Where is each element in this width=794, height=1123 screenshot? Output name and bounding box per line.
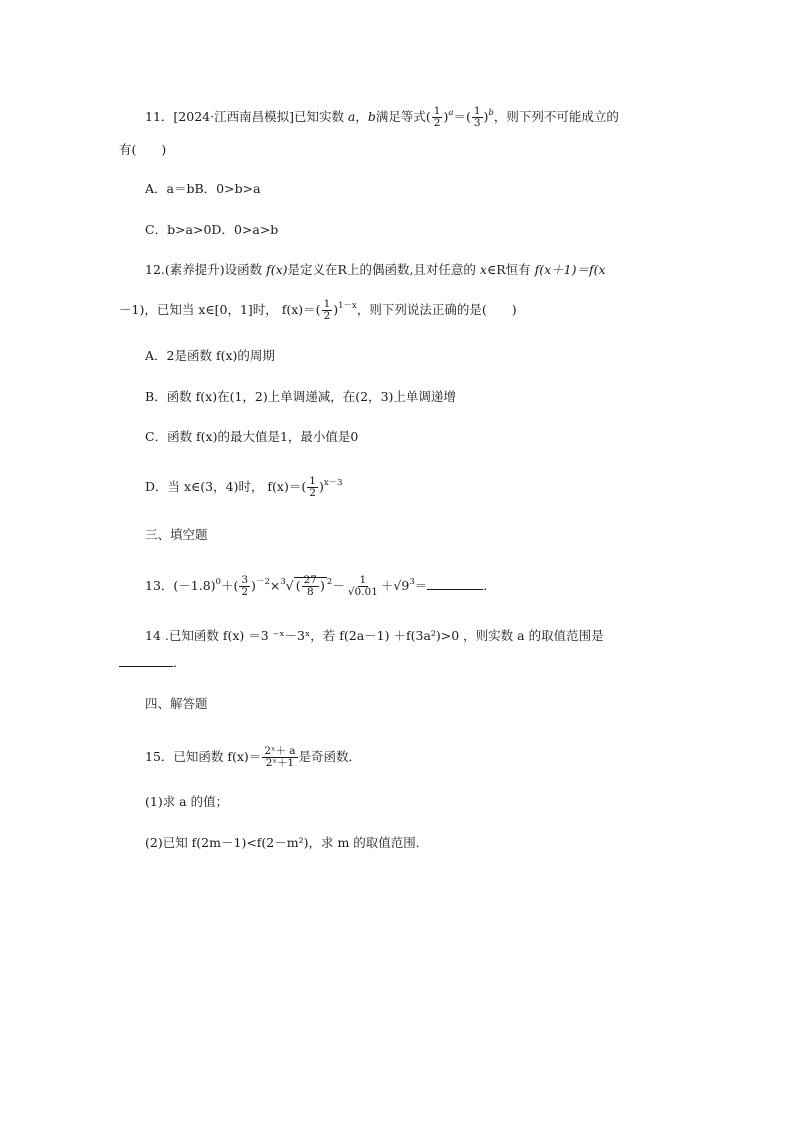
- q12-option-d-prefix: D．当 x∈(3，4)时， f(x)＝(: [145, 479, 307, 495]
- q15-frac-den: 2ˣ＋1: [265, 757, 295, 770]
- q12-line2-eq: f(x)＝(: [281, 302, 321, 318]
- q11-suffix: ，则下列不可能成立的: [493, 109, 619, 125]
- q12-line1-mid: 是定义在R上的偶函数,且对任意的: [287, 262, 480, 277]
- q13-answer-blank: [427, 589, 483, 590]
- q13-plus: ＋: [380, 578, 394, 594]
- q12-x: x: [479, 262, 487, 277]
- q13-exp2: 2: [326, 577, 333, 588]
- q11-exp-b: b: [488, 108, 494, 119]
- section-heading-fill-in: 三、填空题: [145, 527, 208, 542]
- q15-part2: (2)已知 f(2m－1)<f(2－m²)，求 m 的取值范围．: [145, 835, 429, 850]
- q13-paren-open: (: [295, 578, 301, 594]
- q13-part2: ＋(: [220, 578, 239, 594]
- q12-line2-mid: x∈[0，1]时，: [198, 302, 282, 318]
- q13-line: [145, 575, 496, 598]
- q12-option-c: C．函数 f(x)的最大值是1，最小值是0: [145, 429, 359, 444]
- q12-option-d-close: ): [318, 479, 324, 495]
- q12-close: ): [333, 302, 339, 318]
- q13-frac-3-2-num: 3: [241, 574, 249, 586]
- q15-frac-num: 2ˣ＋ a: [264, 745, 296, 757]
- q11-var-a: a: [347, 109, 356, 125]
- q11-line1: [145, 106, 619, 129]
- q15-prefix: 15．已知函数 f(x)＝: [145, 749, 262, 765]
- q12-line1: [145, 264, 606, 277]
- q11-line2: 有( ): [119, 142, 167, 157]
- q12-option-d-den: 2: [309, 487, 316, 500]
- q13-frac-3-2-den: 2: [241, 586, 249, 599]
- q13-frac-1-sqrt: [346, 575, 380, 598]
- q13-frac-27-8-den: 8: [306, 586, 314, 599]
- q11-frac-third-den: 3: [473, 117, 481, 130]
- q13-radicand: [294, 574, 327, 599]
- q14-answer-blank: [119, 666, 173, 667]
- q11-middle: 满足等式(: [375, 109, 431, 125]
- q13-root9: √9: [393, 578, 410, 594]
- q12-option-d-num: 1: [309, 475, 316, 487]
- q13-paren-close: ): [320, 578, 325, 594]
- q12-line2-end: ，则下列说法正确的是( ): [356, 302, 517, 318]
- q14-line1: 14 .已知函数 f(x) ＝3 ⁻ˣ－3ˣ，若 f(2a－1) ＋f(3a²)>0 ，则实数 a 的取值范围是: [145, 628, 604, 643]
- radical-icon: √: [285, 578, 294, 594]
- q11-frac-third-num: 1: [473, 105, 481, 117]
- q12-frac-num: 1: [323, 298, 331, 310]
- q12-option-a: A．2是函数 f(x)的周期: [145, 348, 275, 363]
- q13-part3: ): [251, 578, 256, 594]
- q13-minus: －: [332, 578, 345, 594]
- q12-frac-den: 2: [323, 310, 331, 323]
- q11-frac-half-den: 2: [433, 117, 441, 130]
- q11-close-b: ): [483, 109, 489, 125]
- q11-sep: ，: [355, 109, 368, 125]
- q13-frac-1-sqrt-num: 1: [359, 574, 367, 586]
- q12-option-d-exp: x－3: [323, 478, 343, 489]
- q15-part1: (1)求 a 的值；: [145, 794, 229, 809]
- q14-line2-end: ．: [173, 655, 186, 670]
- q11-options-ab: A．a＝bB．0>b>a: [145, 181, 261, 196]
- q12-option-d-frac: [307, 476, 318, 499]
- q11-options-cd: C．b>a>0D．0>a>b: [145, 222, 279, 237]
- q12-frac: [322, 299, 333, 322]
- q12-line1-mid2: ∈R恒有: [486, 262, 535, 277]
- q12-exp: 1－x: [338, 301, 357, 312]
- section-heading-answers: 四、解答题: [145, 696, 208, 711]
- q12-option-b: B．函数 f(x)在(1，2)上单调递减，在(2，3)上单调递增: [145, 389, 456, 404]
- q14-line2: [119, 657, 186, 670]
- q13-part1: 13．(－1.8): [145, 578, 216, 594]
- q11-frac-half-num: 1: [433, 105, 441, 117]
- q11-frac-third: [472, 106, 483, 129]
- q13-exp3: 3: [409, 577, 415, 588]
- q11-exp-a: a: [448, 108, 454, 119]
- q15-line1: [145, 746, 361, 769]
- q13-root-index: 3: [280, 577, 286, 588]
- q15-frac: [262, 746, 297, 769]
- q13-exp0: 0: [215, 577, 221, 588]
- q12-fx: f(x): [266, 262, 288, 277]
- q12-line2: [119, 299, 517, 322]
- q12-line1-end: f(x＋1)＝f(x: [534, 262, 606, 277]
- q11-eq: ＝(: [453, 109, 471, 125]
- q13-end: ．: [483, 578, 496, 594]
- q13-eq: ＝: [414, 578, 428, 594]
- q13-frac-3-2: [239, 575, 250, 598]
- q13-frac-27-8-num: 27: [303, 574, 317, 586]
- q13-cube-root: [286, 575, 327, 598]
- q11-frac-half: [432, 106, 443, 129]
- q13-frac-27-8: [302, 575, 319, 598]
- q12-line2-prefix: －1)，已知当: [119, 302, 199, 318]
- q11-prefix: 11．[2024·江西南昌模拟]已知实数: [145, 109, 348, 125]
- q12-option-d: [145, 476, 343, 499]
- q11-close-a: ): [443, 109, 449, 125]
- q12-line1-prefix: 12.(素养提升)设函数: [145, 262, 267, 277]
- q13-exp-neg2: －2: [255, 577, 270, 588]
- q15-suffix: 是奇函数．: [298, 749, 362, 765]
- q11-var-b: b: [367, 109, 376, 125]
- q13-times: ×: [269, 578, 281, 594]
- q13-frac-1-sqrt-den: √0.01: [347, 586, 378, 599]
